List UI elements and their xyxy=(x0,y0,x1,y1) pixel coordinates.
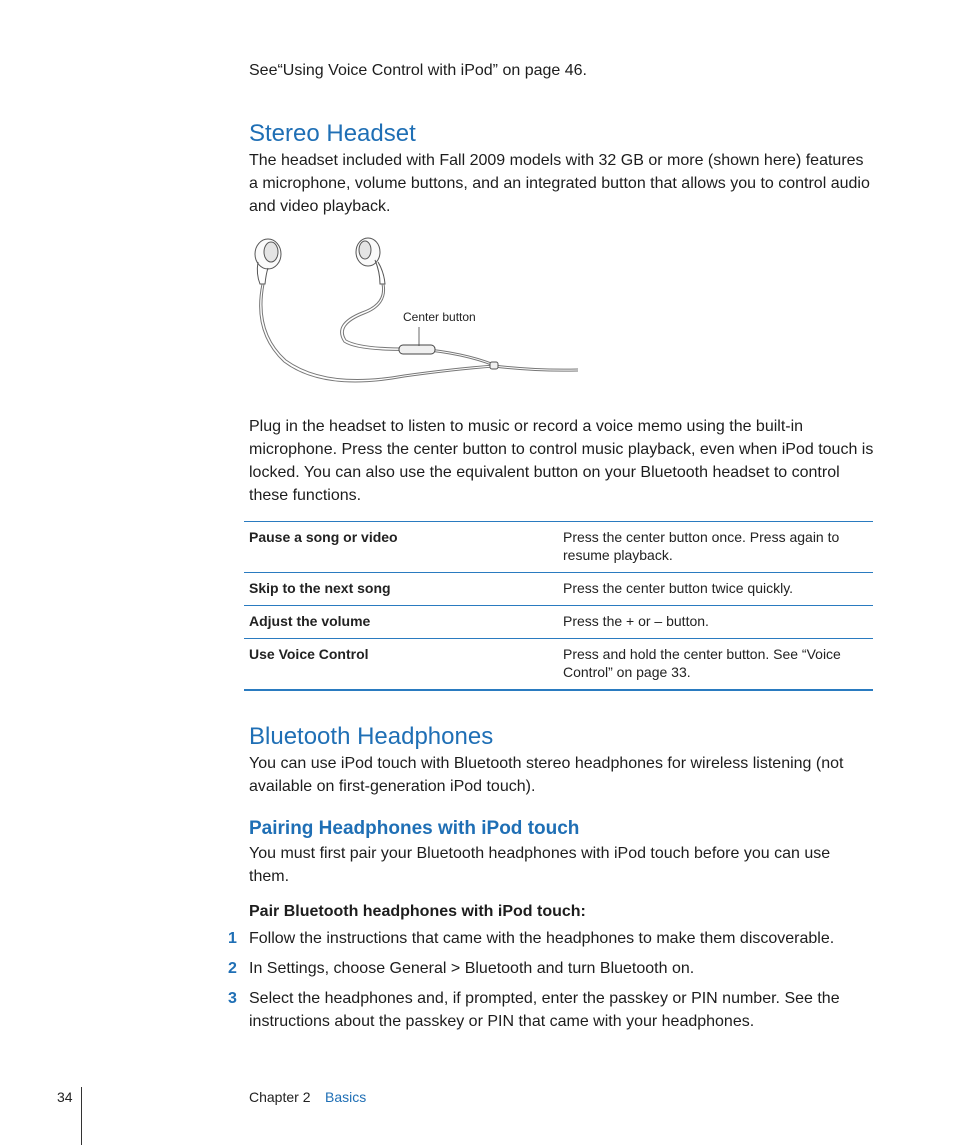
step-text: Select the headphones and, if prompted, enter the passkey or PIN number. See the instructions about the passkey or PIN that came with your headphones. xyxy=(249,990,840,1030)
stereo-headset-usage-paragraph: Plug in the headset to listen to music or record a voice memo using the built-in microphone. Press the center button to control music playback, even when iPod touch is locked. You can also use the equivalent button on your Bluetooth headset to control these functions. xyxy=(249,418,874,504)
pairing-subheading: Pairing Headphones with iPod touch xyxy=(249,818,580,839)
right-earbud xyxy=(356,238,385,284)
table-cell-action: Adjust the volume xyxy=(249,613,371,629)
task-title: Pair Bluetooth headphones with iPod touch: xyxy=(249,903,586,920)
table-cell-instruction: Press the center button twice quickly. xyxy=(563,580,794,596)
headset-controls-table xyxy=(244,521,873,691)
step-text: Follow the instructions that came with the headphones to make them discoverable. xyxy=(249,930,835,947)
pairing-paragraph: You must first pair your Bluetooth headphones with iPod touch before you can use them. xyxy=(249,845,831,885)
table-cell-instruction: Press the + or – button. xyxy=(563,613,709,629)
table-row xyxy=(244,572,873,605)
intro-line: See“Using Voice Control with iPod” on page 46. xyxy=(249,62,587,79)
page-number: 34 xyxy=(57,1089,73,1105)
step-number: 2 xyxy=(228,960,237,977)
footer-section-link[interactable]: Basics xyxy=(325,1089,367,1105)
bluetooth-paragraph: You can use iPod touch with Bluetooth stereo headphones for wireless listening (not available on first-generation iPod touch). xyxy=(249,755,844,795)
table-cell-instruction: Press and hold the center button. See “Voice Control” on page 33. xyxy=(563,646,841,680)
footer-chapter: Chapter 2 xyxy=(249,1089,311,1105)
center-button-callout: Center button xyxy=(403,310,476,324)
table-row xyxy=(244,605,873,638)
left-earbud xyxy=(255,239,281,284)
headset-illustration xyxy=(244,232,589,392)
bluetooth-headphones-heading: Bluetooth Headphones xyxy=(249,723,494,750)
stereo-headset-heading: Stereo Headset xyxy=(249,120,416,147)
table-row xyxy=(244,521,873,572)
table-cell-action: Skip to the next song xyxy=(249,580,391,596)
step-text: In Settings, choose General > Bluetooth and turn Bluetooth on. xyxy=(249,960,695,977)
footer-divider xyxy=(81,1087,82,1145)
step-number: 1 xyxy=(228,930,237,947)
remote-control xyxy=(399,345,435,354)
table-row xyxy=(244,638,873,691)
table-cell-instruction: Press the center button once. Press again to resume playback. xyxy=(563,529,840,563)
table-cell-action: Use Voice Control xyxy=(249,646,369,662)
step-number: 3 xyxy=(228,990,237,1007)
table-cell-action: Pause a song or video xyxy=(249,529,398,545)
stereo-headset-paragraph: The headset included with Fall 2009 models with 32 GB or more (shown here) features a microphone, volume buttons, and an integrated button that allows you to control audio and video playback. xyxy=(249,152,870,215)
